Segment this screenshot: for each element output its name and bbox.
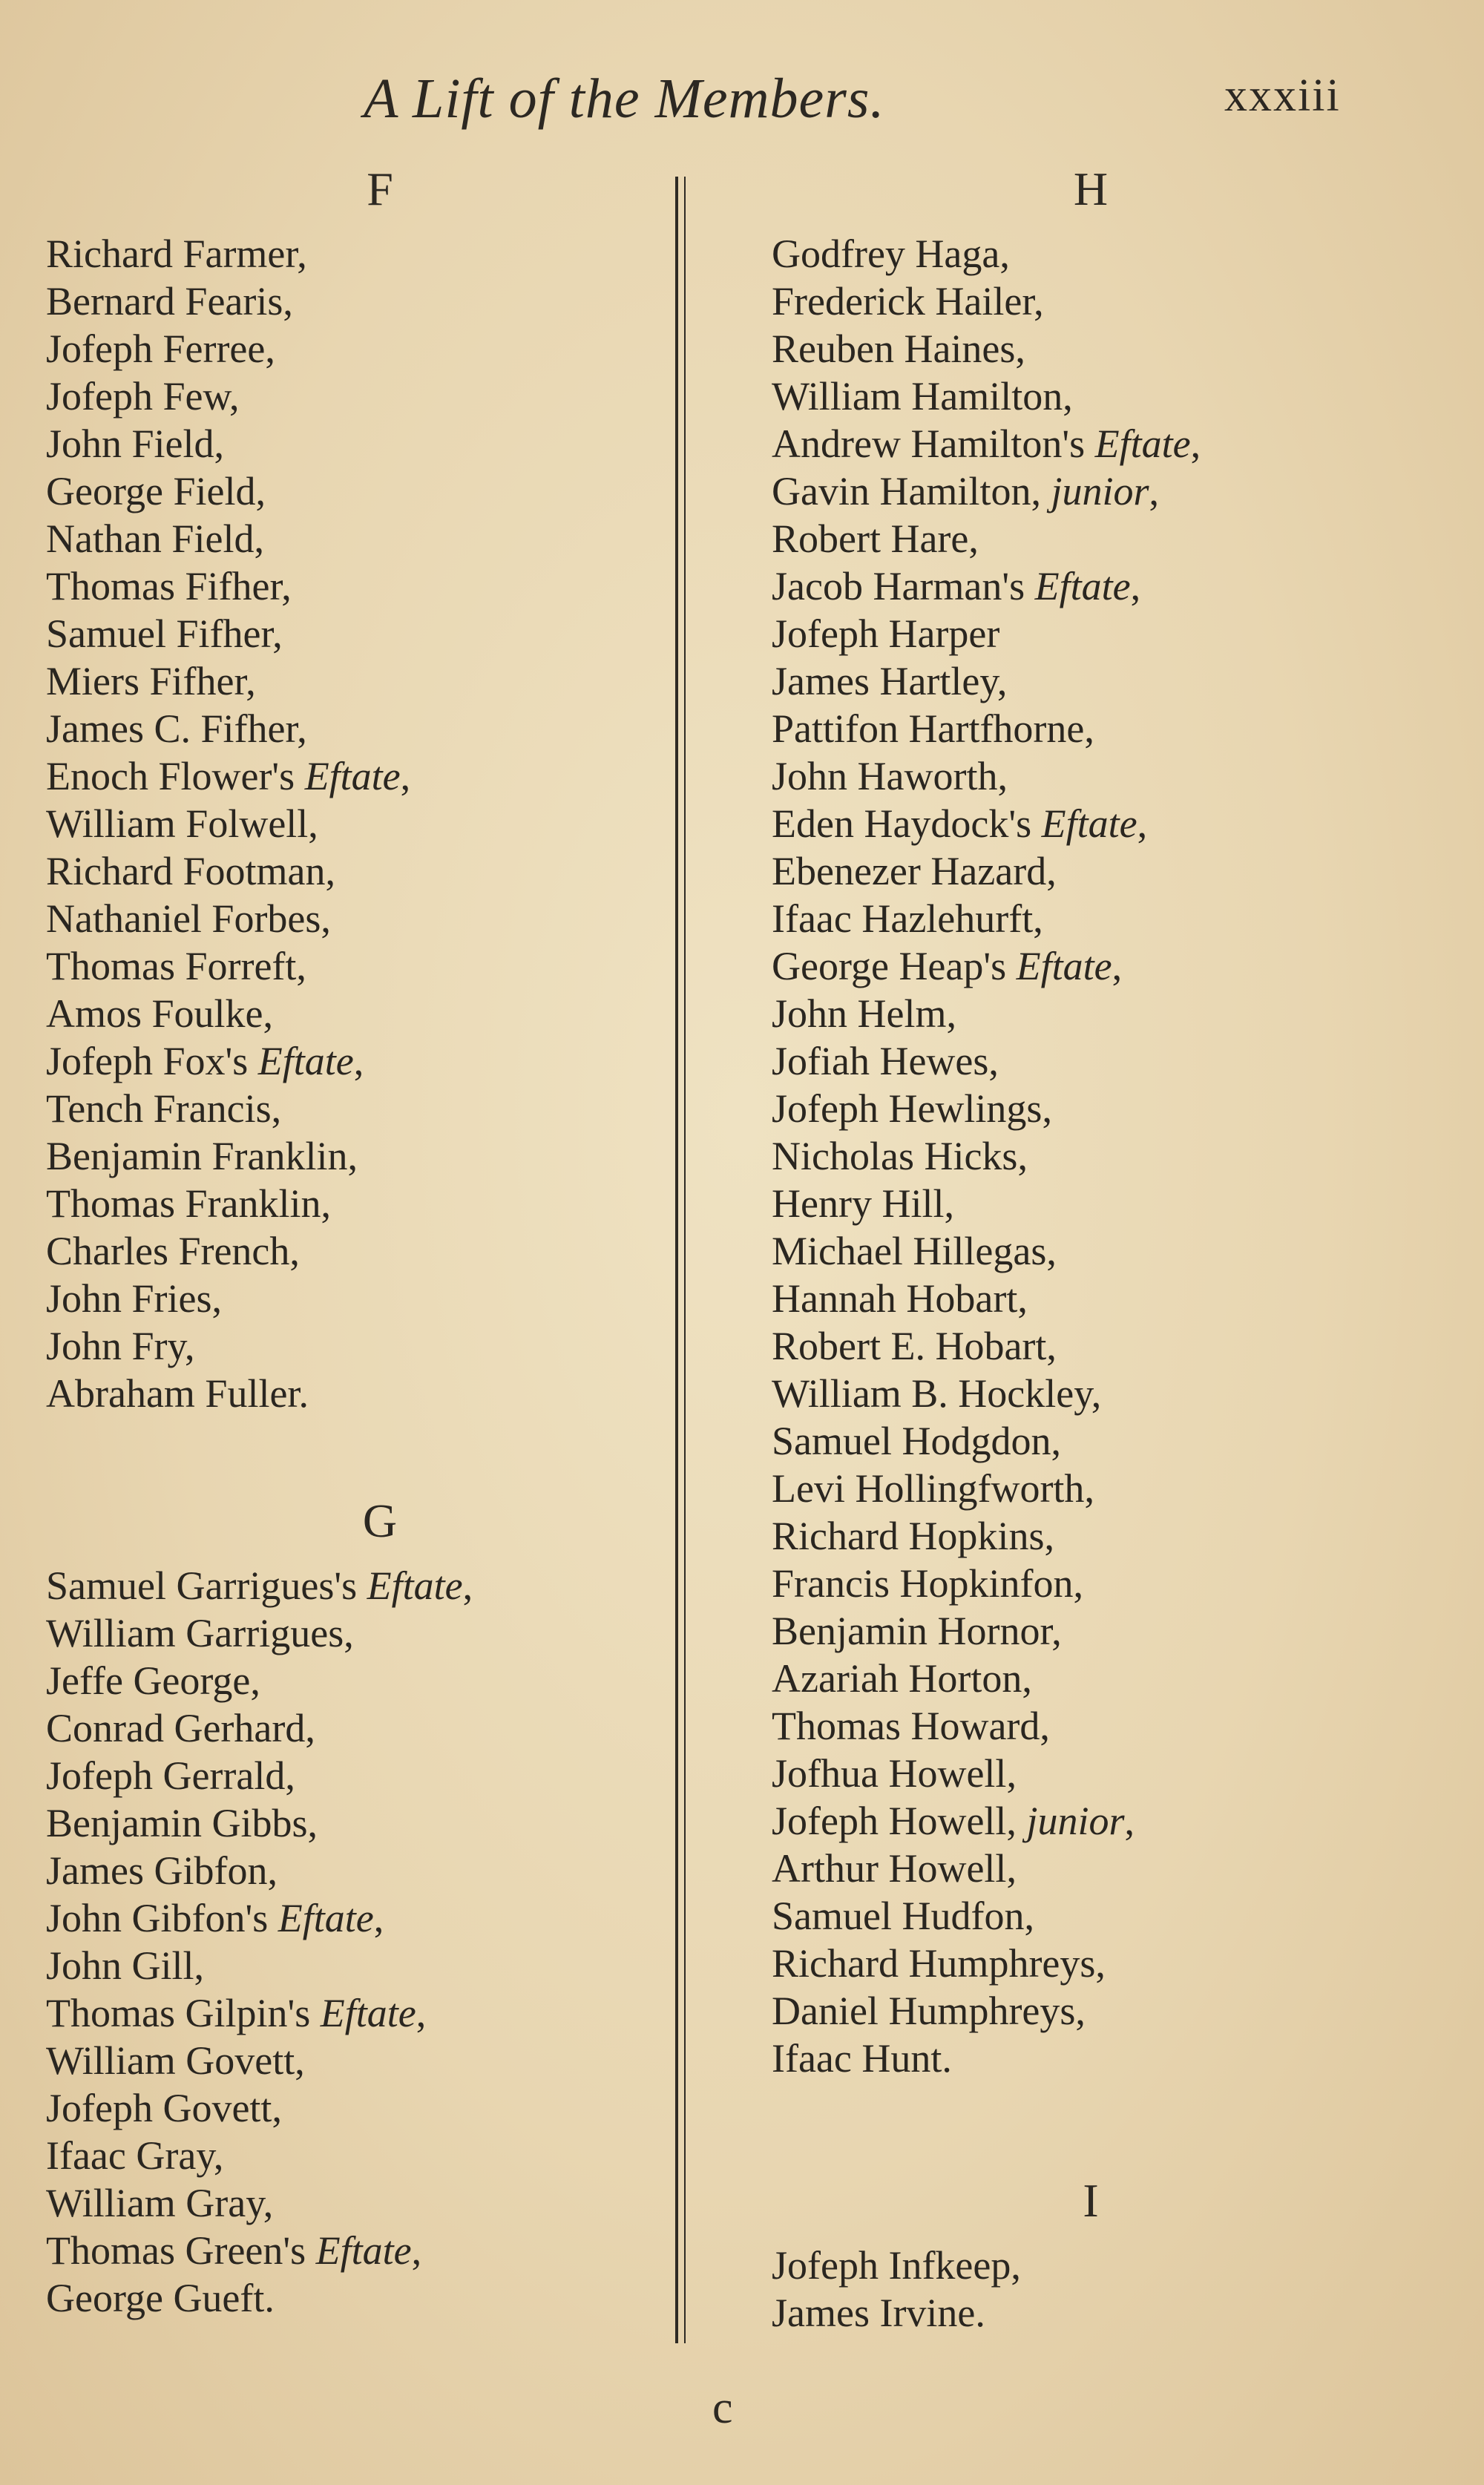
member-name: Jofhua Howell: [772, 1751, 1007, 1796]
member-punctuation: ,: [297, 706, 307, 751]
member-punctuation: ,: [1075, 1989, 1086, 2033]
member-entry: [772, 1370, 1365, 1417]
member-name: Frederick Hailer: [772, 279, 1034, 324]
member-entry: [46, 278, 640, 325]
member-name: John Fries: [46, 1276, 212, 1321]
member-name: Nathan Field: [46, 516, 255, 561]
member-entry: [46, 2084, 640, 2132]
member-entry: [46, 230, 640, 278]
member-name: John Helm: [772, 991, 947, 1036]
member-note: Eftate: [278, 1896, 374, 1940]
member-punctuation: ,: [1024, 1894, 1034, 1938]
member-name: Ifaac Hunt: [772, 2036, 942, 2081]
member-name: Nathaniel Forbes: [46, 896, 321, 941]
member-name: George Field: [46, 469, 256, 513]
member-entry: [46, 2037, 640, 2084]
member-name: Tench Francis: [46, 1086, 272, 1131]
member-punctuation: ,: [267, 1848, 278, 1893]
member-entry: [772, 847, 1365, 895]
member-punctuation: ,: [353, 1039, 364, 1083]
member-name: Michael Hillegas: [772, 1229, 1047, 1273]
running-title: A Lift of the Members.: [364, 68, 885, 130]
member-punctuation: ,: [305, 1706, 315, 1750]
member-entry: [46, 990, 640, 1037]
member-name: Hannah Hobart: [772, 1276, 1018, 1321]
member-punctuation: ,: [1033, 896, 1043, 941]
member-entry: [46, 1322, 640, 1370]
member-punctuation: ,: [272, 2086, 282, 2130]
member-entry: [46, 1894, 640, 1942]
member-entry: [46, 1132, 640, 1180]
member-punctuation: .: [975, 2291, 985, 2335]
member-name: Jeffe George: [46, 1658, 251, 1703]
member-entry: [46, 1799, 640, 1847]
member-punctuation: ,: [185, 1324, 195, 1368]
member-punctuation: ,: [1046, 849, 1057, 893]
member-name: Thomas Fifher: [46, 564, 282, 608]
member-punctuation: ,: [281, 564, 292, 608]
member-name: William Hamilton: [772, 374, 1063, 418]
member-note: Eftate: [1094, 421, 1191, 466]
member-punctuation: .: [298, 1371, 309, 1416]
member-punctuation: ,: [285, 1753, 295, 1798]
member-entry: [46, 2274, 640, 2322]
member-name: Azariah Horton: [772, 1656, 1022, 1701]
member-entry: [46, 2132, 640, 2179]
member-entry: [772, 942, 1365, 990]
member-punctuation: ,: [1112, 944, 1123, 988]
member-entry: [46, 1704, 640, 1752]
member-entry: [772, 990, 1365, 1037]
member-name: Thomas Howard: [772, 1704, 1040, 1748]
member-name: Eden Haydock's: [772, 801, 1032, 846]
member-punctuation: ,: [246, 659, 256, 703]
member-entry: [772, 657, 1365, 705]
member-name: Ifaac Hazlehurft: [772, 896, 1034, 941]
member-entry: [772, 1702, 1365, 1750]
member-entry: [46, 1942, 640, 1989]
member-name: Henry Hill: [772, 1181, 945, 1226]
member-name: Robert E. Hobart: [772, 1324, 1047, 1368]
member-entry: [46, 515, 640, 562]
member-entry: [46, 1657, 640, 1704]
member-entry: [46, 1085, 640, 1132]
member-name: John Field: [46, 421, 214, 466]
member-entry: [46, 325, 640, 372]
member-punctuation: ,: [1124, 1799, 1135, 1843]
member-entry: [46, 847, 640, 895]
member-entry: [46, 1275, 640, 1322]
running-head: [0, 67, 1484, 141]
member-name: Amos Foulke: [46, 991, 263, 1036]
member-entry: [46, 1562, 640, 1609]
member-name: Daniel Humphreys: [772, 1989, 1076, 2033]
member-list-f: [46, 230, 640, 1417]
member-entry: [772, 2035, 1365, 2082]
member-entry: [772, 467, 1365, 515]
member-punctuation: ,: [988, 1039, 999, 1083]
member-name: Richard Farmer: [46, 232, 298, 276]
member-name: Gavin Hamilton,: [772, 469, 1041, 513]
member-entry: [772, 1180, 1365, 1227]
member-punctuation: ,: [1073, 1561, 1083, 1606]
member-punctuation: ,: [1149, 469, 1159, 513]
member-name: Andrew Hamilton's: [772, 421, 1086, 466]
member-entry: [46, 705, 640, 752]
member-entry: [772, 1940, 1365, 1987]
member-name: George Gueft: [46, 2276, 265, 2320]
member-punctuation: ,: [321, 1181, 331, 1226]
member-punctuation: ,: [946, 991, 956, 1036]
member-name: George Heap's: [772, 944, 1007, 988]
member-entry: [46, 610, 640, 657]
member-name: William Folwell: [46, 801, 309, 846]
member-entry: [772, 325, 1365, 372]
member-name: Conrad Gerhard: [46, 1706, 306, 1750]
signature-mark: c: [712, 2383, 733, 2433]
member-name: Jofeph Few: [46, 374, 229, 418]
member-entry: [772, 705, 1365, 752]
member-name: Pattifon Hartfhorne: [772, 706, 1085, 751]
member-punctuation: ,: [1084, 1466, 1094, 1511]
member-punctuation: ,: [263, 2181, 274, 2225]
member-name: Thomas Forreft: [46, 944, 297, 988]
member-name: Godfrey Haga: [772, 232, 1000, 276]
member-entry: [772, 1560, 1365, 1607]
member-punctuation: .: [264, 2276, 275, 2320]
member-note: junior: [1026, 1799, 1125, 1843]
member-entry: [772, 895, 1365, 942]
member-entry: [46, 657, 640, 705]
section-letter-g: G: [362, 1494, 398, 1547]
member-entry: [772, 562, 1365, 610]
member-name: Ebenezer Hazard: [772, 849, 1047, 893]
member-entry: [772, 1512, 1365, 1560]
member-punctuation: ,: [1190, 421, 1201, 466]
member-name: Jofeph Harper: [772, 611, 1000, 656]
member-punctuation: ,: [373, 1896, 384, 1940]
member-entry: [772, 1845, 1365, 1892]
member-list-g: [46, 1562, 640, 2322]
member-note: Eftate: [1016, 944, 1112, 988]
member-punctuation: ,: [1042, 1086, 1052, 1131]
member-name: James Hartley: [772, 659, 997, 703]
member-entry: [46, 2227, 640, 2274]
member-entry: [772, 1227, 1365, 1275]
member-name: Samuel Hudfon: [772, 1894, 1025, 1938]
member-entry: [772, 1465, 1365, 1512]
member-punctuation: ,: [254, 516, 264, 561]
page-number: xxxiii: [1224, 70, 1341, 121]
member-punctuation: ,: [1130, 564, 1141, 608]
member-entry: [772, 752, 1365, 800]
member-punctuation: ,: [968, 516, 979, 561]
member-note: Eftate: [315, 2228, 412, 2273]
member-name: Robert Hare: [772, 516, 969, 561]
member-entry: [772, 420, 1365, 467]
member-entry: [772, 1987, 1365, 2035]
member-entry: [772, 2289, 1365, 2337]
member-name: William Gray: [46, 2181, 263, 2225]
member-punctuation: ,: [347, 1134, 358, 1178]
member-punctuation: .: [942, 2036, 952, 2081]
member-entry: [46, 1989, 640, 2037]
member-name: Benjamin Gibbs: [46, 1801, 308, 1845]
member-entry: [46, 752, 640, 800]
member-name: Benjamin Hornor: [772, 1609, 1052, 1653]
member-entry: [772, 230, 1365, 278]
member-entry: [772, 1655, 1365, 1702]
member-punctuation: ,: [462, 1563, 473, 1608]
member-punctuation: ,: [283, 279, 293, 324]
member-punctuation: ,: [321, 896, 331, 941]
member-entry: [46, 1037, 640, 1085]
member-note: Eftate: [1034, 564, 1131, 608]
member-entry: [46, 800, 640, 847]
member-name: William B. Hockley: [772, 1371, 1091, 1416]
member-punctuation: ,: [1011, 2243, 1021, 2288]
member-punctuation: ,: [1095, 1941, 1106, 1986]
member-punctuation: ,: [325, 849, 335, 893]
member-name: Samuel Hodgdon: [772, 1419, 1051, 1463]
member-name: Miers Fifher: [46, 659, 246, 703]
member-name: Benjamin Franklin: [46, 1134, 348, 1178]
member-name: Levi Hollingfworth: [772, 1466, 1085, 1511]
member-punctuation: ,: [1006, 1846, 1017, 1891]
member-name: John Gill: [46, 1943, 194, 1988]
member-note: Eftate: [1041, 801, 1137, 846]
member-list-h: [772, 230, 1365, 2082]
member-entry: [46, 2179, 640, 2227]
member-punctuation: ,: [308, 801, 318, 846]
member-punctuation: ,: [999, 232, 1010, 276]
member-punctuation: ,: [295, 2038, 305, 2083]
member-punctuation: ,: [272, 611, 283, 656]
member-name: Jofeph Govett: [46, 2086, 272, 2130]
member-punctuation: ,: [1051, 1609, 1062, 1653]
member-name: Arthur Howell: [772, 1846, 1007, 1891]
member-entry: [46, 420, 640, 467]
member-entry: [772, 515, 1365, 562]
member-entry: [772, 1750, 1365, 1797]
member-entry: [46, 942, 640, 990]
member-entry: [772, 1892, 1365, 1940]
member-entry: [46, 1847, 640, 1894]
left-column: [46, 148, 640, 2322]
section-letter-i: I: [1083, 2174, 1099, 2227]
member-name: Jofeph Hewlings: [772, 1086, 1043, 1131]
member-entry: [772, 278, 1365, 325]
section-letter-h: H: [1073, 163, 1109, 215]
member-name: Jofeph Fox's: [46, 1039, 249, 1083]
member-punctuation: ,: [1044, 1514, 1054, 1558]
member-entry: [772, 1797, 1365, 1845]
member-name: Samuel Garrigues's: [46, 1563, 358, 1608]
member-name: Bernard Fearis: [46, 279, 283, 324]
member-note: Eftate: [320, 1991, 416, 2035]
member-name: Thomas Gilpin's: [46, 1991, 311, 2035]
member-name: Nicholas Hicks: [772, 1134, 1018, 1178]
member-name: James Gibfon: [46, 1848, 268, 1893]
member-punctuation: ,: [400, 754, 411, 798]
member-entry: [46, 562, 640, 610]
member-entry: [772, 1322, 1365, 1370]
member-name: William Garrigues: [46, 1611, 344, 1655]
member-entry: [772, 1417, 1365, 1465]
member-punctuation: ,: [307, 1801, 318, 1845]
member-name: William Govett: [46, 2038, 295, 2083]
member-entry: [772, 1607, 1365, 1655]
member-punctuation: ,: [1137, 801, 1148, 846]
member-punctuation: ,: [1063, 374, 1073, 418]
member-punctuation: ,: [1034, 279, 1044, 324]
member-name: Samuel Fifher: [46, 611, 273, 656]
column-rule: [675, 177, 686, 2343]
member-note: junior: [1051, 469, 1149, 513]
member-entry: [772, 1132, 1365, 1180]
member-punctuation: ,: [263, 991, 274, 1036]
member-entry: [46, 1180, 640, 1227]
member-punctuation: ,: [250, 1658, 260, 1703]
member-punctuation: ,: [289, 1229, 300, 1273]
member-note: Eftate: [367, 1563, 463, 1608]
member-punctuation: ,: [229, 374, 240, 418]
member-name: Richard Hopkins: [772, 1514, 1045, 1558]
member-punctuation: ,: [194, 1943, 205, 1988]
member-name: John Haworth: [772, 754, 998, 798]
member-name: John Gibfon's: [46, 1896, 269, 1940]
member-name: James C. Fifher: [46, 706, 298, 751]
member-entry: [772, 2242, 1365, 2289]
member-entry: [46, 467, 640, 515]
member-punctuation: ,: [997, 659, 1008, 703]
member-punctuation: ,: [214, 421, 225, 466]
member-entry: [772, 610, 1365, 657]
member-note: Eftate: [257, 1039, 354, 1083]
member-name: Francis Hopkinfon: [772, 1561, 1074, 1606]
member-list-i: [772, 2242, 1365, 2337]
member-punctuation: ,: [1040, 1704, 1050, 1748]
right-column: [772, 148, 1365, 2337]
member-punctuation: ,: [416, 1991, 427, 2035]
member-punctuation: ,: [1006, 1751, 1017, 1796]
member-name: Ifaac Gray: [46, 2133, 214, 2178]
member-punctuation: ,: [1084, 706, 1094, 751]
member-punctuation: ,: [1022, 1656, 1032, 1701]
member-name: Richard Footman: [46, 849, 326, 893]
member-note: Eftate: [304, 754, 401, 798]
member-name: Thomas Franklin: [46, 1181, 321, 1226]
member-name: Reuben Haines: [772, 326, 1016, 371]
member-punctuation: ,: [265, 326, 275, 371]
member-name: James Irvine: [772, 2291, 976, 2335]
member-name: Jofeph Infkeep: [772, 2243, 1011, 2288]
member-punctuation: ,: [1046, 1324, 1057, 1368]
member-punctuation: ,: [211, 1276, 223, 1321]
member-punctuation: ,: [411, 2228, 422, 2273]
member-punctuation: ,: [297, 232, 307, 276]
member-entry: [46, 1752, 640, 1799]
member-name: Jofeph Ferree: [46, 326, 266, 371]
member-name: John Fry: [46, 1324, 186, 1368]
member-name: Abraham Fuller: [46, 1371, 299, 1416]
member-punctuation: ,: [1017, 1134, 1028, 1178]
member-name: Jacob Harman's: [772, 564, 1025, 608]
member-entry: [772, 1275, 1365, 1322]
member-entry: [772, 1037, 1365, 1085]
member-entry: [772, 372, 1365, 420]
member-entry: [46, 1609, 640, 1657]
member-punctuation: ,: [944, 1181, 954, 1226]
member-punctuation: ,: [255, 469, 266, 513]
member-punctuation: ,: [213, 2133, 224, 2178]
member-punctuation: ,: [1015, 326, 1025, 371]
member-entry: [46, 1227, 640, 1275]
member-name: Jofiah Hewes: [772, 1039, 989, 1083]
member-entry: [46, 895, 640, 942]
member-entry: [46, 372, 640, 420]
member-name: Enoch Flower's: [46, 754, 295, 798]
member-entry: [772, 1085, 1365, 1132]
member-name: Jofeph Howell,: [772, 1799, 1017, 1843]
member-punctuation: ,: [271, 1086, 282, 1131]
member-punctuation: ,: [296, 944, 306, 988]
member-punctuation: ,: [1051, 1419, 1061, 1463]
member-name: Charles French: [46, 1229, 290, 1273]
member-entry: [772, 800, 1365, 847]
section-letter-f: F: [367, 163, 393, 215]
member-entry: [46, 1370, 640, 1417]
member-punctuation: ,: [997, 754, 1008, 798]
member-punctuation: ,: [1017, 1276, 1028, 1321]
member-name: Richard Humphreys: [772, 1941, 1096, 1986]
member-punctuation: ,: [344, 1611, 354, 1655]
member-punctuation: ,: [1046, 1229, 1057, 1273]
member-name: Thomas Green's: [46, 2228, 306, 2273]
member-name: Jofeph Gerrald: [46, 1753, 286, 1798]
member-punctuation: ,: [1091, 1371, 1102, 1416]
